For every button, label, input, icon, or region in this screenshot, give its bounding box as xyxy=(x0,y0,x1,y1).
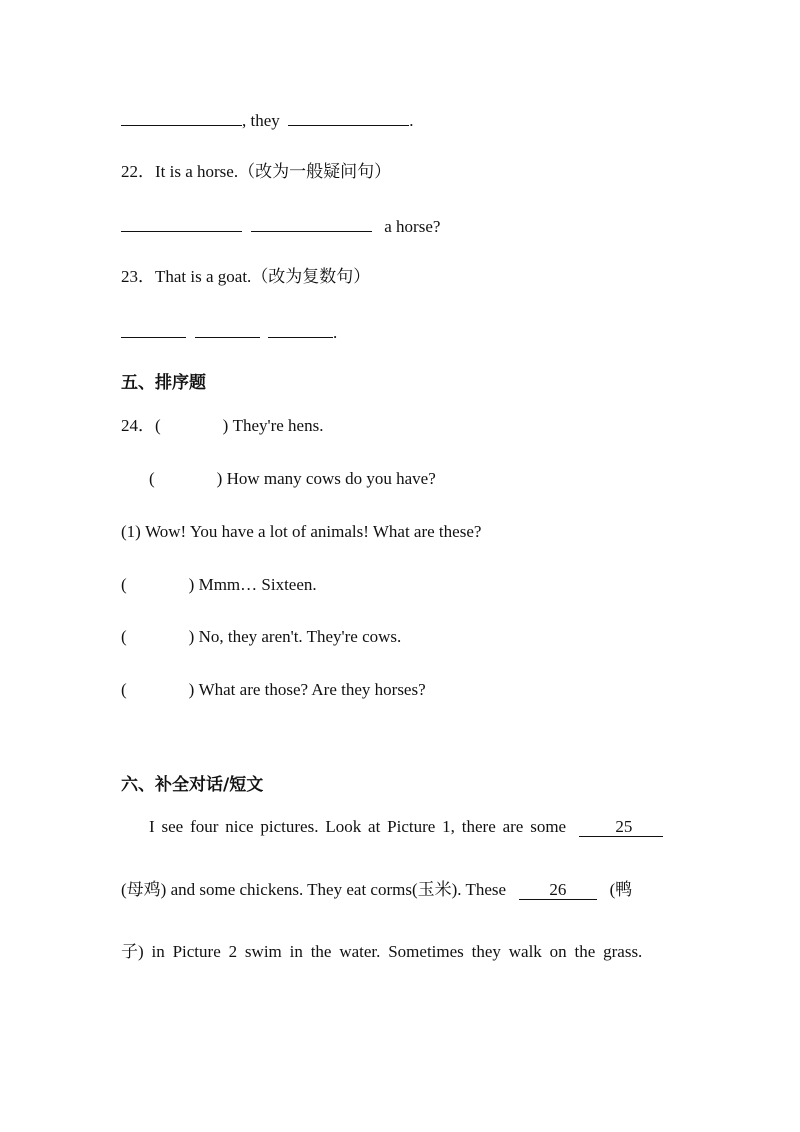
passage-line-1 xyxy=(149,818,663,837)
question-number: 22． xyxy=(121,162,155,181)
passage-text: (鸭 xyxy=(609,880,633,899)
passage-line-3 xyxy=(121,943,642,960)
q22-answer-line xyxy=(121,216,440,235)
question-23 xyxy=(121,268,370,285)
answer-blank[interactable] xyxy=(195,322,260,338)
question-number: 24． xyxy=(121,416,155,435)
answer-blank[interactable] xyxy=(251,216,372,232)
q24-item-3 xyxy=(121,523,481,540)
question-text: It is a horse. xyxy=(155,162,239,181)
answer-connector: , they xyxy=(242,111,280,130)
answer-blank[interactable] xyxy=(268,322,333,338)
paren-open: ( xyxy=(149,469,155,488)
answer-end: a horse? xyxy=(384,217,441,236)
question-text: That is a goat. xyxy=(155,267,252,286)
dialogue-text: No, they aren't. They're cows. xyxy=(198,627,402,646)
dialogue-text: Wow! You have a lot of animals! What are these? xyxy=(145,522,482,541)
paren-close: ) xyxy=(188,575,195,594)
q24-item-6 xyxy=(121,681,426,698)
blank-25[interactable]: 25 xyxy=(579,818,663,837)
answer-blank[interactable] xyxy=(121,322,186,338)
period: . xyxy=(333,323,338,342)
paren-close: ) xyxy=(188,627,195,646)
paren-open: ( xyxy=(121,680,127,699)
answer-blank[interactable] xyxy=(121,110,242,126)
q24-item-5 xyxy=(121,628,401,645)
section-6-title: 六、补全对话/短文 xyxy=(121,775,264,795)
paren-close: ) xyxy=(188,680,195,699)
period: . xyxy=(409,111,414,130)
passage-text: I see four nice pictures. Look at Picture 1, there are some xyxy=(149,817,567,836)
passage-line-2 xyxy=(121,881,632,900)
paren-close: ) xyxy=(222,416,229,435)
question-instruction: （改为复数句） xyxy=(251,267,371,286)
dialogue-text: They're hens. xyxy=(232,416,324,435)
blank-26[interactable]: 26 xyxy=(519,881,597,900)
paren-open: ( xyxy=(121,627,127,646)
q24-item-4 xyxy=(121,576,317,593)
answer-blank[interactable] xyxy=(121,216,242,232)
dialogue-text: Mmm… Sixteen. xyxy=(198,575,317,594)
q23-answer-line xyxy=(121,322,337,341)
q24-item-1 xyxy=(121,417,323,434)
order-label: (1) xyxy=(121,522,141,541)
answer-blank[interactable] xyxy=(288,110,409,126)
paren-close: ) xyxy=(216,469,223,488)
q24-item-2 xyxy=(149,470,436,487)
dialogue-text: What are those? Are they horses? xyxy=(198,680,426,699)
passage-text: (母鸡) and some chickens. They eat corms(玉米). These xyxy=(121,880,507,899)
paren-open: ( xyxy=(121,575,127,594)
question-instruction: （改为一般疑问句） xyxy=(238,162,392,181)
question-number: 23． xyxy=(121,267,155,286)
question-22 xyxy=(121,163,391,180)
section-5-title: 五、排序题 xyxy=(121,373,206,393)
q21-answer-line xyxy=(121,110,414,129)
passage-text: 子) in Picture 2 swim in the water. Sometimes they walk on the grass. xyxy=(121,942,643,961)
paren-open: ( xyxy=(155,416,161,435)
dialogue-text: How many cows do you have? xyxy=(226,469,436,488)
